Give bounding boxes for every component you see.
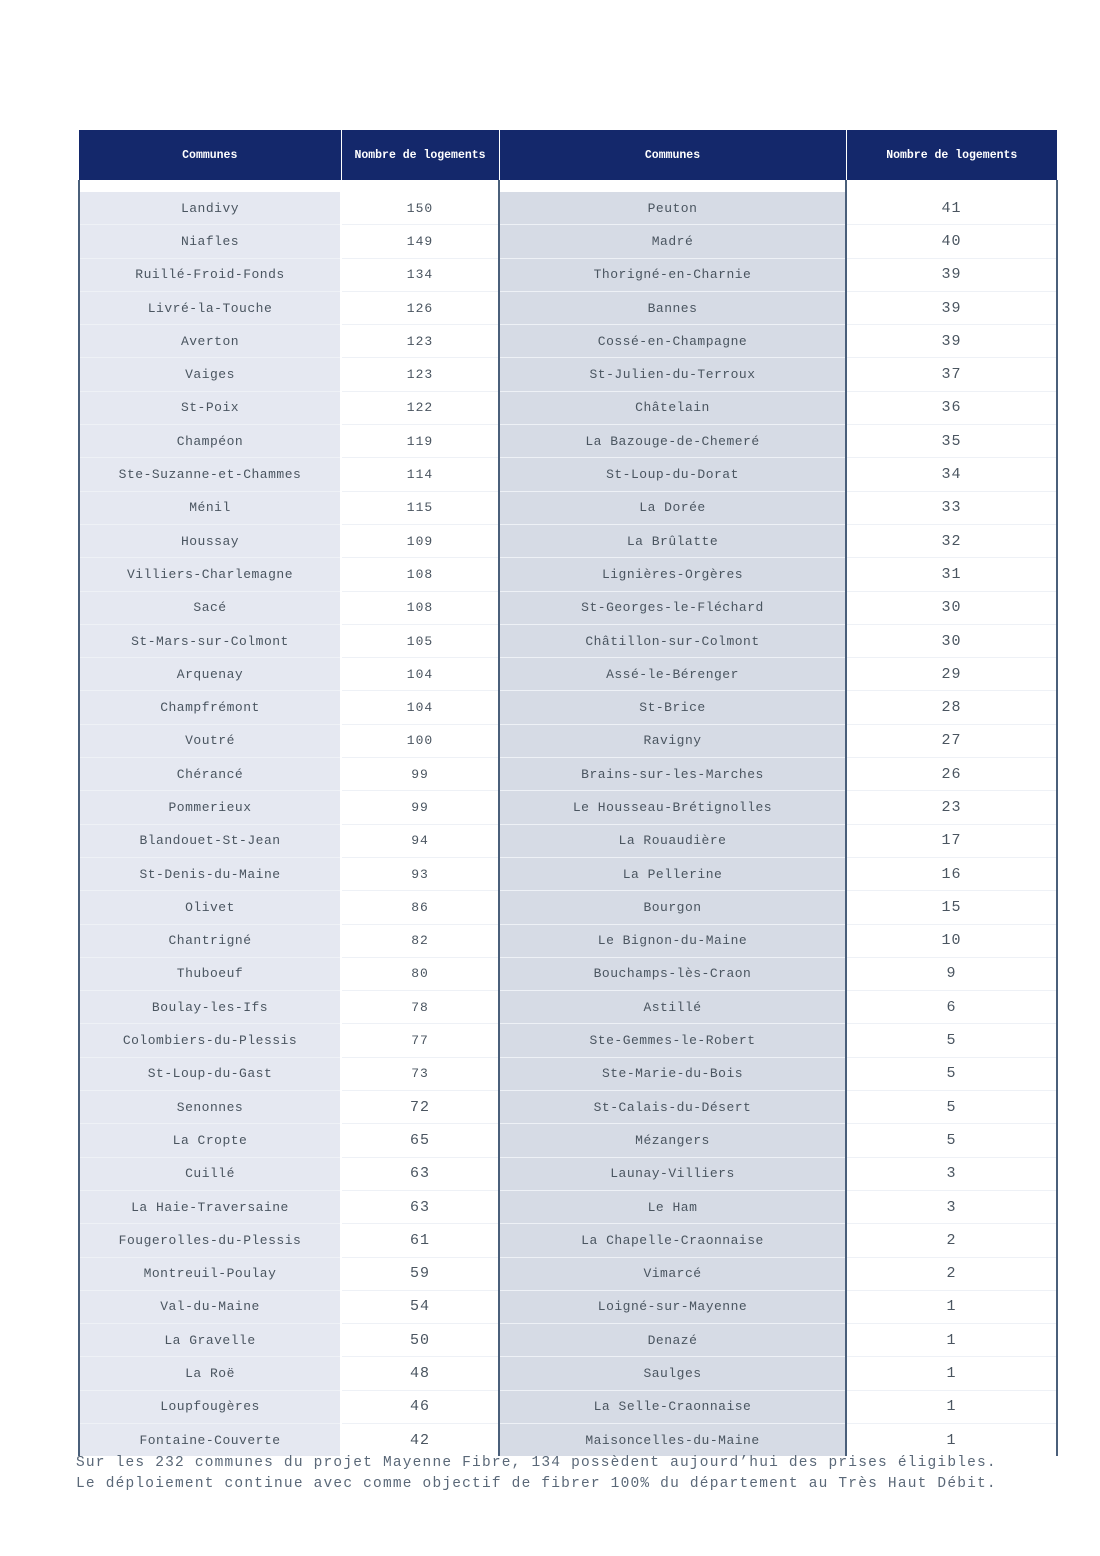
commune-name: La Pellerine: [499, 857, 846, 890]
commune-name: La Haie-Traversaine: [79, 1190, 341, 1223]
commune-name: Bourgon: [499, 891, 846, 924]
logements-count: 27: [846, 724, 1057, 757]
logements-count: 9: [846, 957, 1057, 990]
logements-count: 26: [846, 758, 1057, 791]
logements-count: 34: [846, 458, 1057, 491]
commune-name: Mézangers: [499, 1124, 846, 1157]
logements-count: 86: [341, 891, 499, 924]
commune-name: La Cropte: [79, 1124, 341, 1157]
commune-name: St-Denis-du-Maine: [79, 857, 341, 890]
logements-count: 65: [341, 1124, 499, 1157]
logements-count: 134: [341, 258, 499, 291]
commune-name: Launay-Villiers: [499, 1157, 846, 1190]
commune-name: St-Mars-sur-Colmont: [79, 624, 341, 657]
commune-name: La Dorée: [499, 491, 846, 524]
commune-name: La Roë: [79, 1357, 341, 1390]
commune-name: Voutré: [79, 724, 341, 757]
commune-name: Blandouet-St-Jean: [79, 824, 341, 857]
commune-name: St-Calais-du-Désert: [499, 1091, 846, 1124]
logements-count: 99: [341, 791, 499, 824]
logements-count: 42: [341, 1423, 499, 1456]
commune-name: Cossé-en-Champagne: [499, 325, 846, 358]
table-row: [79, 824, 1057, 857]
commune-name: St-Loup-du-Dorat: [499, 458, 846, 491]
table-row: [79, 1357, 1057, 1390]
commune-name: Ste-Suzanne-et-Chammes: [79, 458, 341, 491]
commune-name: Brains-sur-les-Marches: [499, 758, 846, 791]
header-communes-1: Communes: [79, 130, 341, 180]
logements-count: 122: [341, 391, 499, 424]
logements-count: 41: [846, 192, 1057, 225]
logements-count: 54: [341, 1290, 499, 1323]
commune-name: Niafles: [79, 225, 341, 258]
logements-count: 150: [341, 192, 499, 225]
logements-count: 72: [341, 1091, 499, 1124]
commune-name: Ste-Gemmes-le-Robert: [499, 1024, 846, 1057]
logements-count: 5: [846, 1091, 1057, 1124]
logements-count: 39: [846, 291, 1057, 324]
commune-name: Fontaine-Couverte: [79, 1423, 341, 1456]
table-row: [79, 1190, 1057, 1223]
logements-count: 61: [341, 1224, 499, 1257]
commune-name: La Rouaudière: [499, 824, 846, 857]
logements-count: 73: [341, 1057, 499, 1090]
commune-name: La Brûlatte: [499, 524, 846, 557]
table-row: [79, 1124, 1057, 1157]
table-row: [79, 192, 1057, 225]
commune-name: Averton: [79, 325, 341, 358]
table-row: [79, 857, 1057, 890]
commune-name: Loigné-sur-Mayenne: [499, 1290, 846, 1323]
logements-count: 123: [341, 325, 499, 358]
logements-count: 105: [341, 624, 499, 657]
commune-name: Champéon: [79, 425, 341, 458]
footer-line-1: Sur les 232 communes du projet Mayenne Fibre, 134 possèdent aujourd’hui des prises éligibles.: [76, 1455, 997, 1471]
logements-count: 1: [846, 1290, 1057, 1323]
logements-count: 36: [846, 391, 1057, 424]
table-row: [79, 991, 1057, 1024]
commune-name: Lignières-Orgères: [499, 558, 846, 591]
commune-name: Le Ham: [499, 1190, 846, 1223]
table-row: [79, 391, 1057, 424]
logements-count: 104: [341, 658, 499, 691]
commune-name: Val-du-Maine: [79, 1290, 341, 1323]
logements-count: 5: [846, 1024, 1057, 1057]
logements-count: 30: [846, 591, 1057, 624]
table-row: [79, 1423, 1057, 1456]
logements-count: 109: [341, 524, 499, 557]
commune-name: St-Julien-du-Terroux: [499, 358, 846, 391]
logements-count: 37: [846, 358, 1057, 391]
commune-name: La Chapelle-Craonnaise: [499, 1224, 846, 1257]
commune-name: Maisoncelles-du-Maine: [499, 1423, 846, 1456]
table-row: [79, 1091, 1057, 1124]
logements-count: 82: [341, 924, 499, 957]
table-row: [79, 791, 1057, 824]
commune-name: Livré-la-Touche: [79, 291, 341, 324]
commune-name: Senonnes: [79, 1091, 341, 1124]
logements-count: 99: [341, 758, 499, 791]
logements-count: 17: [846, 824, 1057, 857]
logements-count: 30: [846, 624, 1057, 657]
header-logements-2: Nombre de logements: [846, 130, 1057, 180]
commune-name: Bannes: [499, 291, 846, 324]
table-row: [79, 691, 1057, 724]
commune-name: Ménil: [79, 491, 341, 524]
logements-count: 59: [341, 1257, 499, 1290]
table-row: [79, 491, 1057, 524]
table-row: [79, 1057, 1057, 1090]
logements-count: 16: [846, 857, 1057, 890]
table-row: [79, 624, 1057, 657]
commune-name: Châtillon-sur-Colmont: [499, 624, 846, 657]
table-row: [79, 1290, 1057, 1323]
logements-count: 39: [846, 258, 1057, 291]
commune-name: Chantrigné: [79, 924, 341, 957]
commune-name: Assé-le-Bérenger: [499, 658, 846, 691]
logements-count: 23: [846, 791, 1057, 824]
commune-name: Olivet: [79, 891, 341, 924]
commune-name: Sacé: [79, 591, 341, 624]
table-row: [79, 957, 1057, 990]
commune-name: Vaiges: [79, 358, 341, 391]
logements-count: 15: [846, 891, 1057, 924]
commune-name: La Bazouge-de-Chemeré: [499, 425, 846, 458]
table-row: [79, 358, 1057, 391]
table-row: [79, 291, 1057, 324]
logements-count: 63: [341, 1190, 499, 1223]
commune-name: Thorigné-en-Charnie: [499, 258, 846, 291]
table-row: [79, 258, 1057, 291]
table-row: [79, 758, 1057, 791]
commune-name: St-Brice: [499, 691, 846, 724]
table-row: [79, 1157, 1057, 1190]
logements-count: 6: [846, 991, 1057, 1024]
commune-name: La Gravelle: [79, 1324, 341, 1357]
logements-count: 28: [846, 691, 1057, 724]
logements-count: 2: [846, 1257, 1057, 1290]
commune-name: Montreuil-Poulay: [79, 1257, 341, 1290]
table-row: [79, 1257, 1057, 1290]
logements-count: 94: [341, 824, 499, 857]
commune-name: Landivy: [79, 192, 341, 225]
logements-count: 5: [846, 1124, 1057, 1157]
table-body: [79, 180, 1057, 1456]
commune-name: St-Poix: [79, 391, 341, 424]
commune-name: Saulges: [499, 1357, 846, 1390]
commune-name: Denazé: [499, 1324, 846, 1357]
footer-note: [76, 1453, 1066, 1495]
logements-count: 32: [846, 524, 1057, 557]
commune-name: Le Bignon-du-Maine: [499, 924, 846, 957]
logements-count: 114: [341, 458, 499, 491]
logements-count: 1: [846, 1357, 1057, 1390]
table-row: [79, 924, 1057, 957]
logements-count: 3: [846, 1190, 1057, 1223]
commune-name: Fougerolles-du-Plessis: [79, 1224, 341, 1257]
logements-count: 104: [341, 691, 499, 724]
table-row: [79, 225, 1057, 258]
commune-name: Thuboeuf: [79, 957, 341, 990]
header-communes-2: Communes: [499, 130, 846, 180]
commune-name: Châtelain: [499, 391, 846, 424]
commune-name: Astillé: [499, 991, 846, 1024]
logements-count: 108: [341, 591, 499, 624]
commune-name: Ravigny: [499, 724, 846, 757]
logements-count: 77: [341, 1024, 499, 1057]
logements-count: 119: [341, 425, 499, 458]
table-row: [79, 1024, 1057, 1057]
logements-count: 149: [341, 225, 499, 258]
table-row: [79, 524, 1057, 557]
table-row: [79, 891, 1057, 924]
logements-count: 40: [846, 225, 1057, 258]
logements-count: 126: [341, 291, 499, 324]
spacer-row: [79, 180, 1057, 192]
commune-name: Madré: [499, 225, 846, 258]
logements-count: 48: [341, 1357, 499, 1390]
commune-name: Vimarcé: [499, 1257, 846, 1290]
commune-name: Ruillé-Froid-Fonds: [79, 258, 341, 291]
commune-name: Champfrémont: [79, 691, 341, 724]
communes-table: [78, 130, 1058, 1456]
logements-count: 35: [846, 425, 1057, 458]
logements-count: 115: [341, 491, 499, 524]
logements-count: 108: [341, 558, 499, 591]
commune-name: Cuillé: [79, 1157, 341, 1190]
commune-name: St-Georges-le-Fléchard: [499, 591, 846, 624]
commune-name: Ste-Marie-du-Bois: [499, 1057, 846, 1090]
logements-count: 100: [341, 724, 499, 757]
table-row: [79, 458, 1057, 491]
logements-count: 5: [846, 1057, 1057, 1090]
commune-name: Houssay: [79, 524, 341, 557]
logements-count: 123: [341, 358, 499, 391]
logements-count: 63: [341, 1157, 499, 1190]
logements-count: 1: [846, 1324, 1057, 1357]
commune-name: St-Loup-du-Gast: [79, 1057, 341, 1090]
table-row: [79, 325, 1057, 358]
logements-count: 78: [341, 991, 499, 1024]
table-row: [79, 1324, 1057, 1357]
table-row: [79, 558, 1057, 591]
logements-count: 29: [846, 658, 1057, 691]
table-row: [79, 591, 1057, 624]
logements-count: 31: [846, 558, 1057, 591]
commune-name: Boulay-les-Ifs: [79, 991, 341, 1024]
commune-name: Colombiers-du-Plessis: [79, 1024, 341, 1057]
logements-count: 3: [846, 1157, 1057, 1190]
logements-count: 39: [846, 325, 1057, 358]
table-row: [79, 658, 1057, 691]
footer-line-2: Le déploiement continue avec comme objectif de fibrer 100% du département au Très Haut Débit.: [76, 1476, 997, 1492]
commune-name: Villiers-Charlemagne: [79, 558, 341, 591]
logements-count: 46: [341, 1390, 499, 1423]
table-row: [79, 1390, 1057, 1423]
logements-count: 1: [846, 1390, 1057, 1423]
commune-name: Arquenay: [79, 658, 341, 691]
table-row: [79, 724, 1057, 757]
commune-name: Le Housseau-Brétignolles: [499, 791, 846, 824]
commune-name: Peuton: [499, 192, 846, 225]
logements-count: 33: [846, 491, 1057, 524]
table-row: [79, 1224, 1057, 1257]
commune-name: Bouchamps-lès-Craon: [499, 957, 846, 990]
commune-name: Pommerieux: [79, 791, 341, 824]
commune-name: Chérancé: [79, 758, 341, 791]
commune-name: Loupfougères: [79, 1390, 341, 1423]
header-row: [79, 130, 1057, 180]
logements-count: 80: [341, 957, 499, 990]
logements-count: 2: [846, 1224, 1057, 1257]
table-row: [79, 425, 1057, 458]
logements-count: 10: [846, 924, 1057, 957]
logements-count: 1: [846, 1423, 1057, 1456]
commune-name: La Selle-Craonnaise: [499, 1390, 846, 1423]
header-logements-1: Nombre de logements: [341, 130, 499, 180]
logements-count: 93: [341, 857, 499, 890]
logements-count: 50: [341, 1324, 499, 1357]
